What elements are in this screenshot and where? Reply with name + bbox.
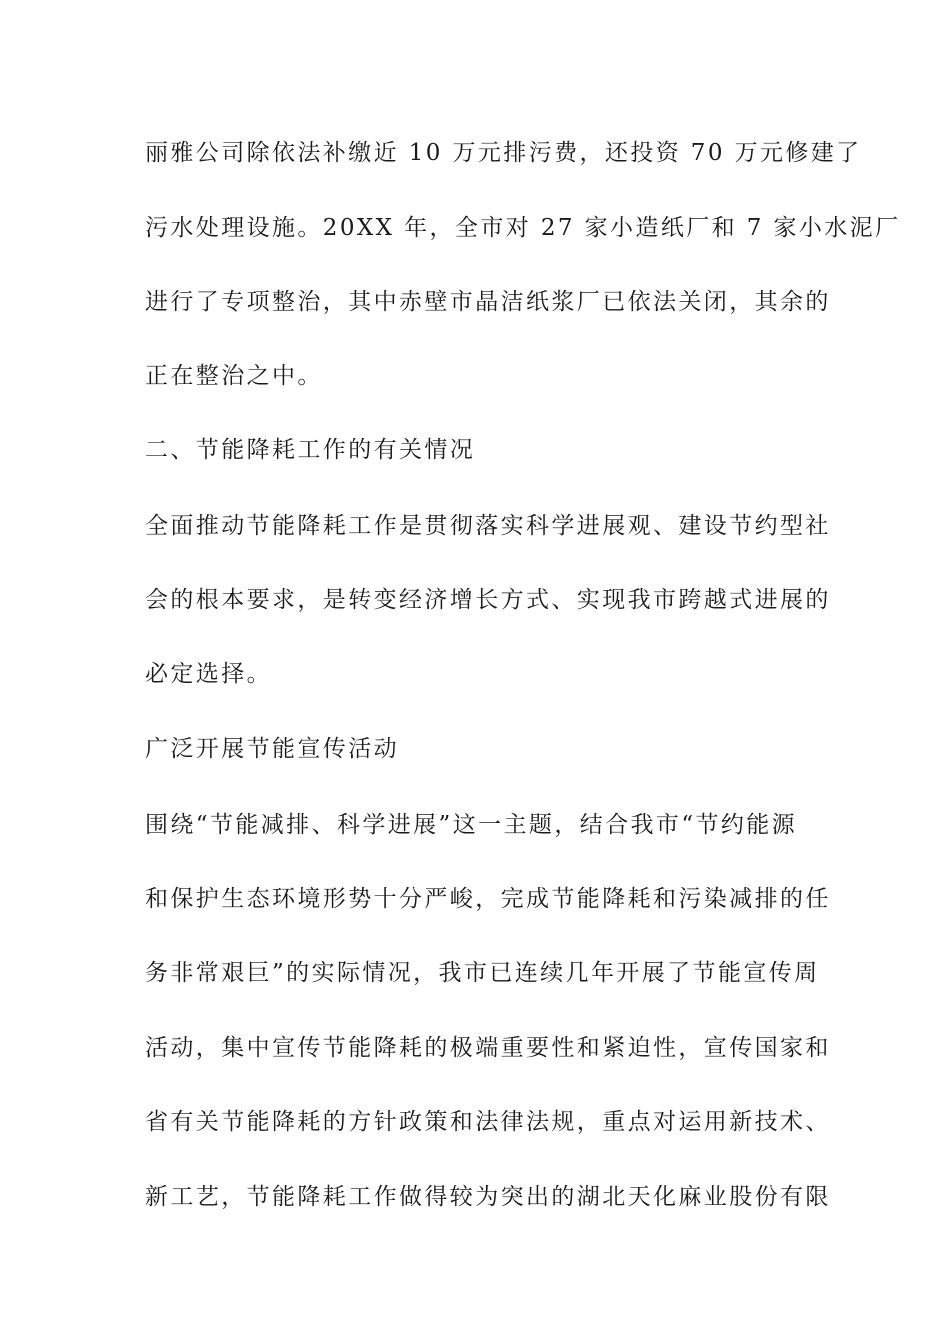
section-heading: 二、节能降耗工作的有关情况 (145, 437, 476, 463)
paragraph-line: 污水处理设施。20XX 年，全市对 27 家小造纸厂和 7 家小水泥厂 (145, 215, 901, 241)
paragraph-line: 新工艺，节能降耗工作做得较为突出的湖北天化麻业股份有限 (145, 1184, 831, 1210)
paragraph-line: 会的根本要求，是转变经济增长方式、实现我市跨越式进展的 (145, 587, 831, 613)
paragraph-line: 和保护生态环境形势十分严峻，完成节能降耗和污染减排的任 (145, 886, 831, 912)
paragraph-line: 正在整治之中。 (145, 363, 323, 389)
paragraph-line: 全面推动节能降耗工作是贯彻落实科学进展观、建设节约型社 (145, 513, 831, 539)
paragraph-line: 活动，集中宣传节能降耗的极端重要性和紧迫性，宣传国家和 (145, 1035, 831, 1061)
paragraph-line: 围绕“节能减排、科学进展”这一主题，结合我市“节约能源 (145, 812, 798, 838)
paragraph-line: 务非常艰巨”的实际情况，我市已连续几年开展了节能宣传周 (145, 960, 820, 986)
paragraph-line: 丽雅公司除依法补缴近 10 万元排污费，还投资 70 万元修建了 (145, 140, 862, 166)
subsection-heading: 广泛开展节能宣传活动 (145, 736, 399, 762)
paragraph-line: 进行了专项整治，其中赤壁市晶洁纸浆厂已依法关闭，其余的 (145, 289, 831, 315)
paragraph-line: 省有关节能降耗的方针政策和法律法规，重点对运用新技术、 (145, 1109, 831, 1135)
paragraph-line: 必定选择。 (145, 661, 272, 687)
